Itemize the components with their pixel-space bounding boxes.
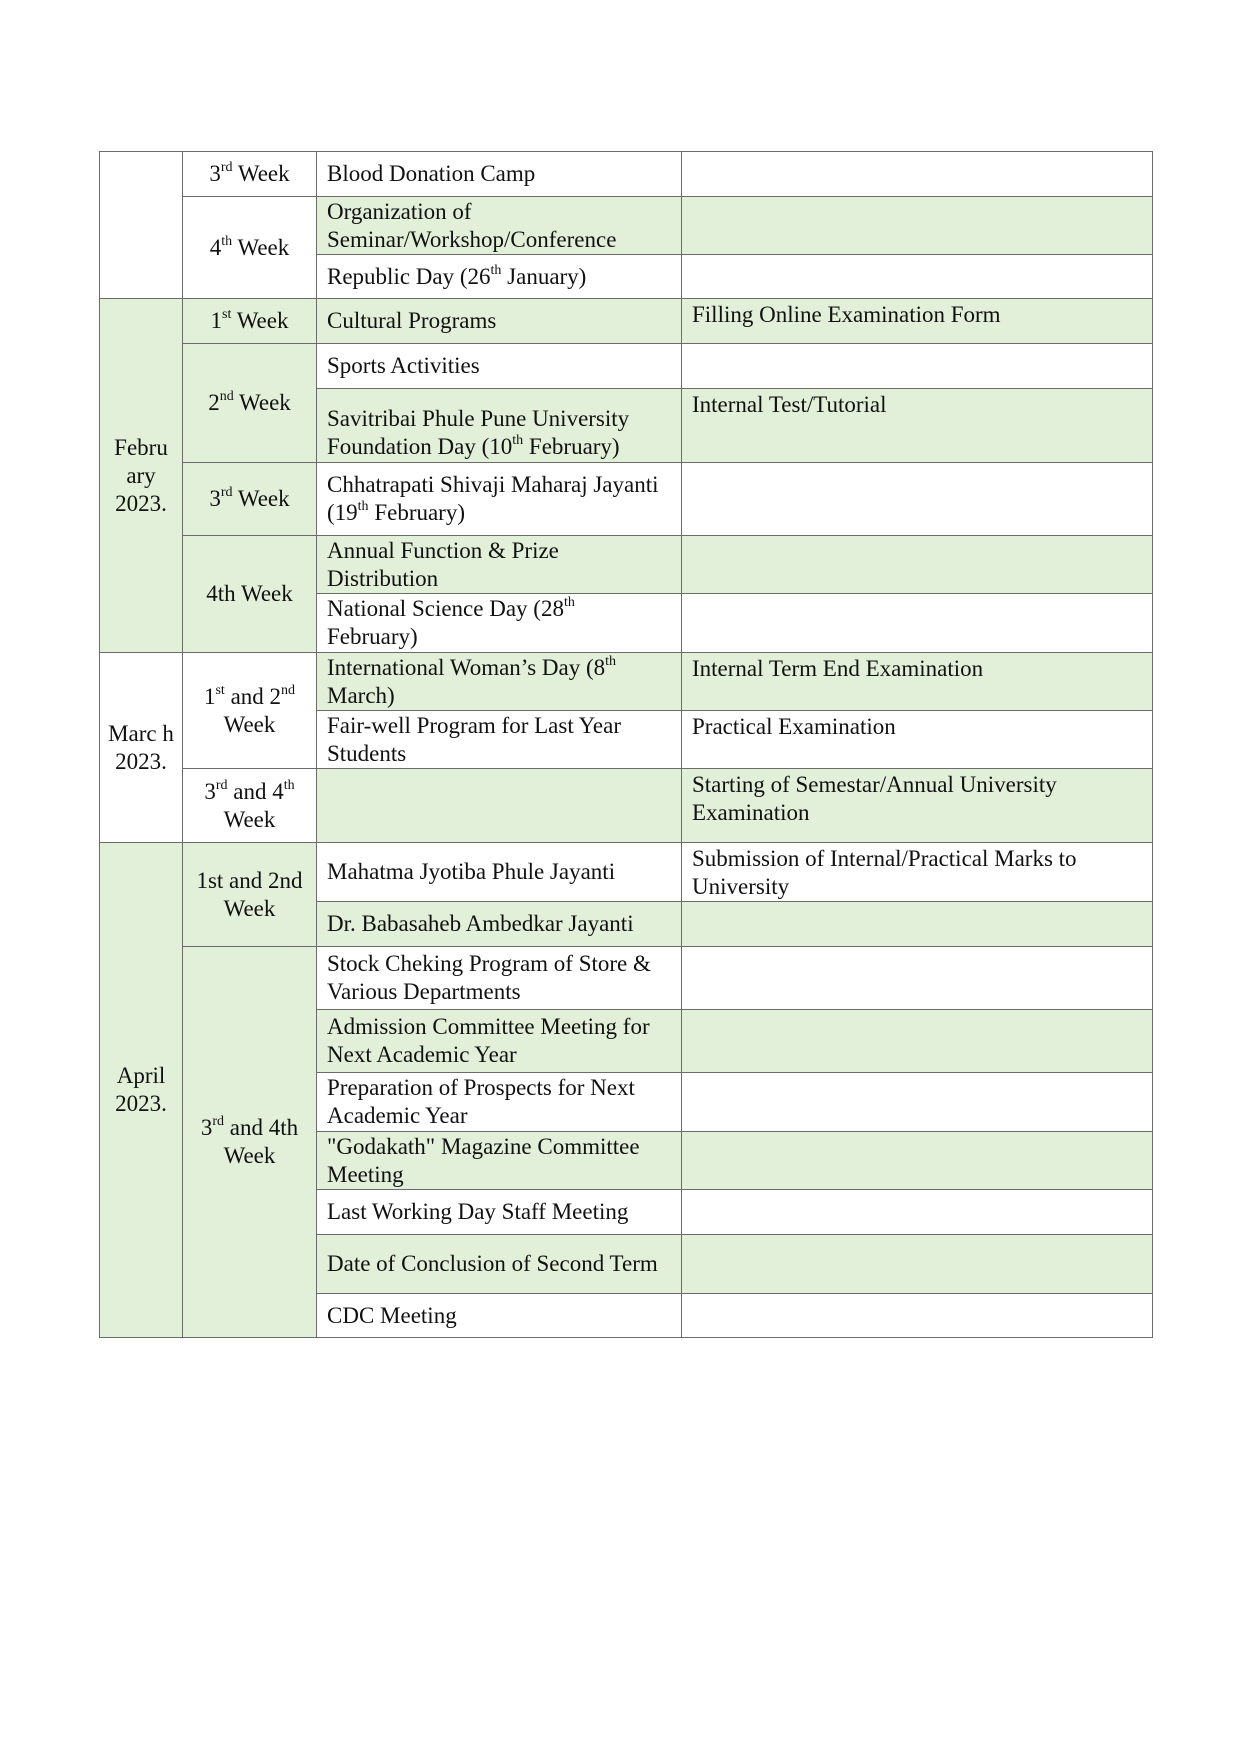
table-row [100,536,1153,594]
exam-cell [682,1132,1153,1190]
week-cell: 3rd Week [183,463,317,536]
exam-cell [682,594,1153,653]
month-cell: Marc h 2023. [100,653,183,843]
exam-cell [682,344,1153,389]
exam-cell: Internal Test/Tutorial [682,389,1153,463]
exam-cell [682,947,1153,1010]
exam-cell [682,463,1153,536]
exam-cell: Submission of Internal/Practical Marks to University [682,843,1153,902]
exam-cell [682,1073,1153,1132]
table-row [100,843,1153,902]
exam-cell [682,1190,1153,1235]
exam-cell: Practical Examination [682,711,1153,769]
exam-cell [682,536,1153,594]
table-row [100,197,1153,255]
activity-cell: Savitribai Phule Pune University Foundation Day (10th February) [317,389,682,463]
exam-cell [682,197,1153,255]
activity-cell: Last Working Day Staff Meeting [317,1190,682,1235]
academic-calendar-table [99,151,1153,1338]
exam-cell [682,902,1153,947]
activity-cell: National Science Day (28th February) [317,594,682,653]
table-row [100,769,1153,843]
week-cell: 1st and 2nd Week [183,843,317,947]
activity-cell: Fair-well Program for Last Year Students [317,711,682,769]
exam-cell [682,1294,1153,1338]
activity-cell: Admission Committee Meeting for Next Academic Year [317,1010,682,1073]
month-cell [100,152,183,299]
table-row [100,344,1153,389]
week-cell: 4th Week [183,197,317,299]
table-row [100,947,1153,1010]
exam-cell [682,1010,1153,1073]
exam-cell [682,152,1153,197]
activity-cell: Cultural Programs [317,299,682,344]
exam-cell: Starting of Semestar/Annual University Examination [682,769,1153,843]
table-row [100,653,1153,711]
activity-cell: Date of Conclusion of Second Term [317,1235,682,1294]
week-cell: 2nd Week [183,344,317,463]
month-cell: Febru ary 2023. [100,299,183,653]
activity-cell: Mahatma Jyotiba Phule Jayanti [317,843,682,902]
exam-cell [682,1235,1153,1294]
exam-cell: Filling Online Examination Form [682,299,1153,344]
activity-cell: Dr. Babasaheb Ambedkar Jayanti [317,902,682,947]
week-cell: 1st and 2nd Week [183,653,317,769]
activity-cell: Preparation of Prospects for Next Academic Year [317,1073,682,1132]
activity-cell: Organization of Seminar/Workshop/Conference [317,197,682,255]
activity-cell: CDC Meeting [317,1294,682,1338]
week-cell: 3rd and 4th Week [183,947,317,1338]
activity-cell: Chhatrapati Shivaji Maharaj Jayanti (19th February) [317,463,682,536]
week-cell: 1st Week [183,299,317,344]
week-cell: 3rd Week [183,152,317,197]
week-cell: 4th Week [183,536,317,653]
table-row [100,463,1153,536]
exam-cell: Internal Term End Examination [682,653,1153,711]
exam-cell [682,255,1153,299]
activity-cell: International Woman’s Day (8th March) [317,653,682,711]
table-row [100,299,1153,344]
activity-cell: Stock Cheking Program of Store & Various Departments [317,947,682,1010]
activity-cell: Blood Donation Camp [317,152,682,197]
table-row [100,152,1153,197]
activity-cell [317,769,682,843]
activity-cell: Sports Activities [317,344,682,389]
activity-cell: Republic Day (26th January) [317,255,682,299]
week-cell: 3rd and 4th Week [183,769,317,843]
activity-cell: "Godakath" Magazine Committee Meeting [317,1132,682,1190]
activity-cell: Annual Function & Prize Distribution [317,536,682,594]
month-cell: April 2023. [100,843,183,1338]
